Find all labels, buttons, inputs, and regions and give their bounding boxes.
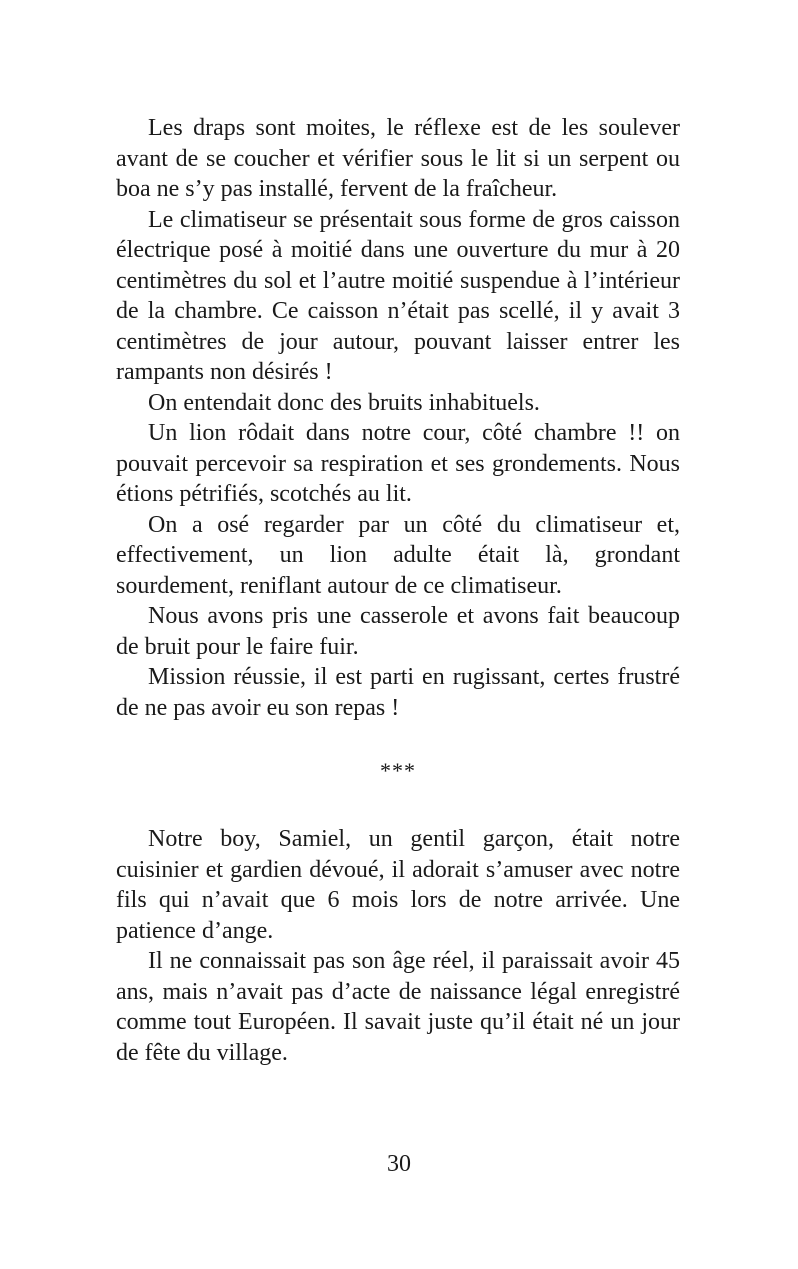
paragraph: Mission réussie, il est parti en rugissant, certes frustré de ne pas avoir eu son repas !: [116, 664, 680, 721]
paragraph: On entendait donc des bruits inhabituels.: [148, 389, 540, 416]
paragraph: Nous avons pris une casserole et avons fait beaucoup de bruit pour le faire fuir.: [116, 603, 680, 660]
paragraph: Le climatiseur se présentait sous forme de gros caisson électrique posé à moitié dans une ouverture du mur à 20 centimètres du sol et l’autre moitié suspendue à l’intérieur de la chambre. Ce caisson n’était pas scellé, il y avait 3 centimètres de jour autour, pouvant laisser entrer les rampants non désirés !: [116, 206, 680, 385]
paragraph: On a osé regarder par un côté du climatiseur et, effectivement, un lion adulte était là, grondant sourdement, reniflant autour de ce climatiseur.: [116, 511, 680, 599]
paragraph: Notre boy, Samiel, un gentil garçon, était notre cuisinier et gardien dévoué, il adorait s’amuser avec notre fils qui n’avait que 6 mois lors de notre arrivée. Une patience d’ange.: [116, 826, 680, 944]
paragraph: Il ne connaissait pas son âge réel, il paraissait avoir 45 ans, mais n’avait pas d’acte de naissance légal enregistré comme tout Européen. Il savait juste qu’il était né un jour de fête du village.: [116, 948, 680, 1066]
section-separator: ***: [380, 758, 416, 783]
page-number: 30: [387, 1151, 411, 1177]
paragraph: Les draps sont moites, le réflexe est de les soulever avant de se coucher et vérifier sous le lit si un serpent ou boa ne s’y pas installé, fervent de la fraîcheur.: [116, 115, 680, 202]
page-body: [116, 113, 680, 1068]
paragraph: Un lion rôdait dans notre cour, côté chambre !! on pouvait percevoir sa respiration et ses grondements. Nous étions pétrifiés, scotchés au lit.: [116, 420, 680, 507]
